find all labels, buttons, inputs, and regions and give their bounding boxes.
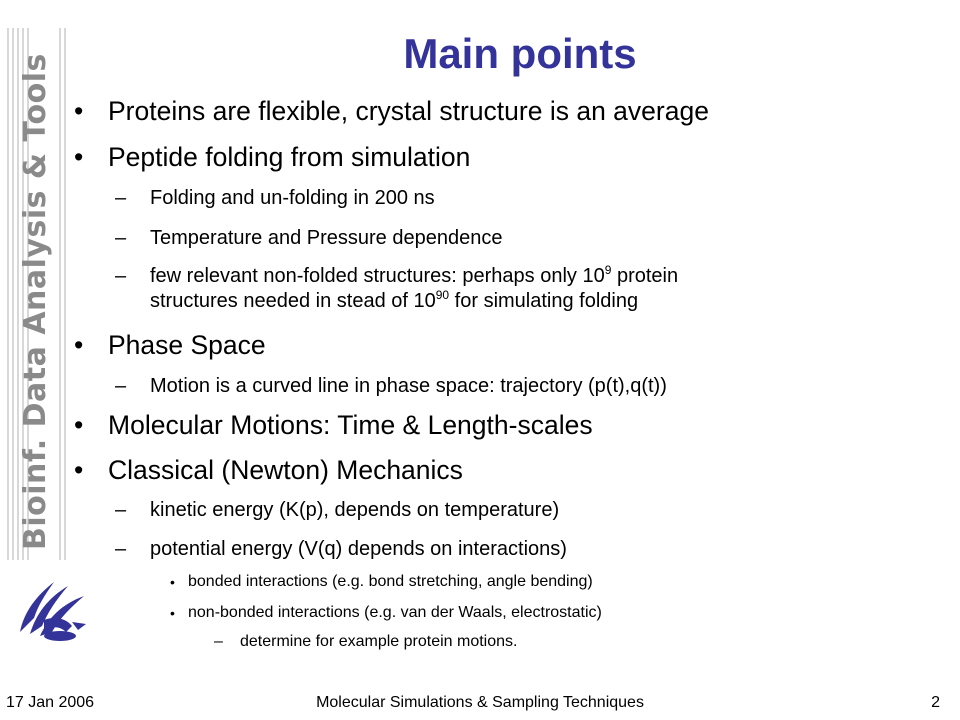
sub-bullet-text: potential energy (V(q) depends on interactions) — [150, 538, 567, 560]
sub-list-item — [115, 226, 503, 251]
bullet-marker: • — [74, 96, 84, 126]
text-segment: structures needed in stead of 10 — [150, 290, 436, 312]
superscript: 9 — [604, 263, 612, 277]
list-item — [74, 455, 463, 486]
footer-date: 17 Jan 2006 — [6, 694, 95, 711]
bullet-marker: • — [170, 605, 175, 621]
sub-bullet-text: Temperature and Pressure dependence — [150, 227, 503, 249]
dash-marker: – — [115, 265, 127, 287]
sub-list-item — [115, 186, 435, 211]
dash-marker: – — [115, 499, 127, 521]
dash-marker: – — [115, 538, 127, 560]
sub-sub-bullet-text: non-bonded interactions (e.g. van der Waals, electrostatic) — [188, 604, 602, 621]
sub-sub-list-item — [170, 573, 593, 591]
list-item — [74, 330, 266, 361]
bullet-text: Molecular Motions: Time & Length-scales — [108, 410, 593, 440]
bullet-text: Proteins are flexible, crystal structure is an average — [108, 96, 709, 126]
sub-sub-bullet-text: bonded interactions (e.g. bond stretching, angle bending) — [188, 573, 593, 590]
text-segment: protein — [611, 265, 679, 287]
list-item — [74, 410, 593, 441]
sub-list-item — [115, 263, 679, 314]
sub-sub-sub-list-item — [214, 633, 518, 651]
dash-marker: – — [214, 633, 223, 650]
bullet-marker: • — [74, 142, 84, 172]
sub-list-item — [115, 537, 567, 562]
sub-sub-list-item — [170, 604, 602, 622]
bullet-marker: • — [74, 410, 84, 440]
university-logo-icon — [14, 572, 94, 644]
sub-list-item — [115, 374, 667, 399]
sub-bullet-text: Folding and un-folding in 200 ns — [150, 187, 435, 209]
footer-page-number: 2 — [931, 694, 940, 711]
sidebar-title: Bioinf. Data Analysis & Tools — [18, 53, 53, 550]
dash-marker: – — [115, 375, 127, 397]
sub-bullet-text: kinetic energy (K(p), depends on temperature) — [150, 499, 560, 521]
dash-marker: – — [115, 187, 127, 209]
slide-title: Main points — [403, 30, 637, 77]
bullet-marker: • — [170, 574, 175, 590]
bullet-text: Phase Space — [108, 330, 266, 360]
bullet-text: Classical (Newton) Mechanics — [108, 455, 463, 485]
bullet-marker: • — [74, 455, 84, 485]
list-item — [74, 96, 709, 127]
bullet-text: Peptide folding from simulation — [108, 142, 471, 172]
sub-bullet-text: Motion is a curved line in phase space: trajectory (p(t),q(t)) — [150, 375, 667, 397]
text-segment: for simulating folding — [449, 290, 639, 312]
sub-bullet-text — [150, 264, 678, 314]
superscript: 90 — [435, 288, 450, 302]
text-segment: few relevant non-folded structures: perhaps only 10 — [150, 265, 605, 287]
bullet-marker: • — [74, 330, 84, 360]
dash-marker: – — [115, 227, 127, 249]
footer-course-title: Molecular Simulations & Sampling Techniques — [316, 694, 644, 711]
sub-sub-sub-bullet-text: determine for example protein motions. — [240, 633, 518, 650]
sub-list-item — [115, 498, 560, 523]
list-item — [74, 142, 471, 173]
